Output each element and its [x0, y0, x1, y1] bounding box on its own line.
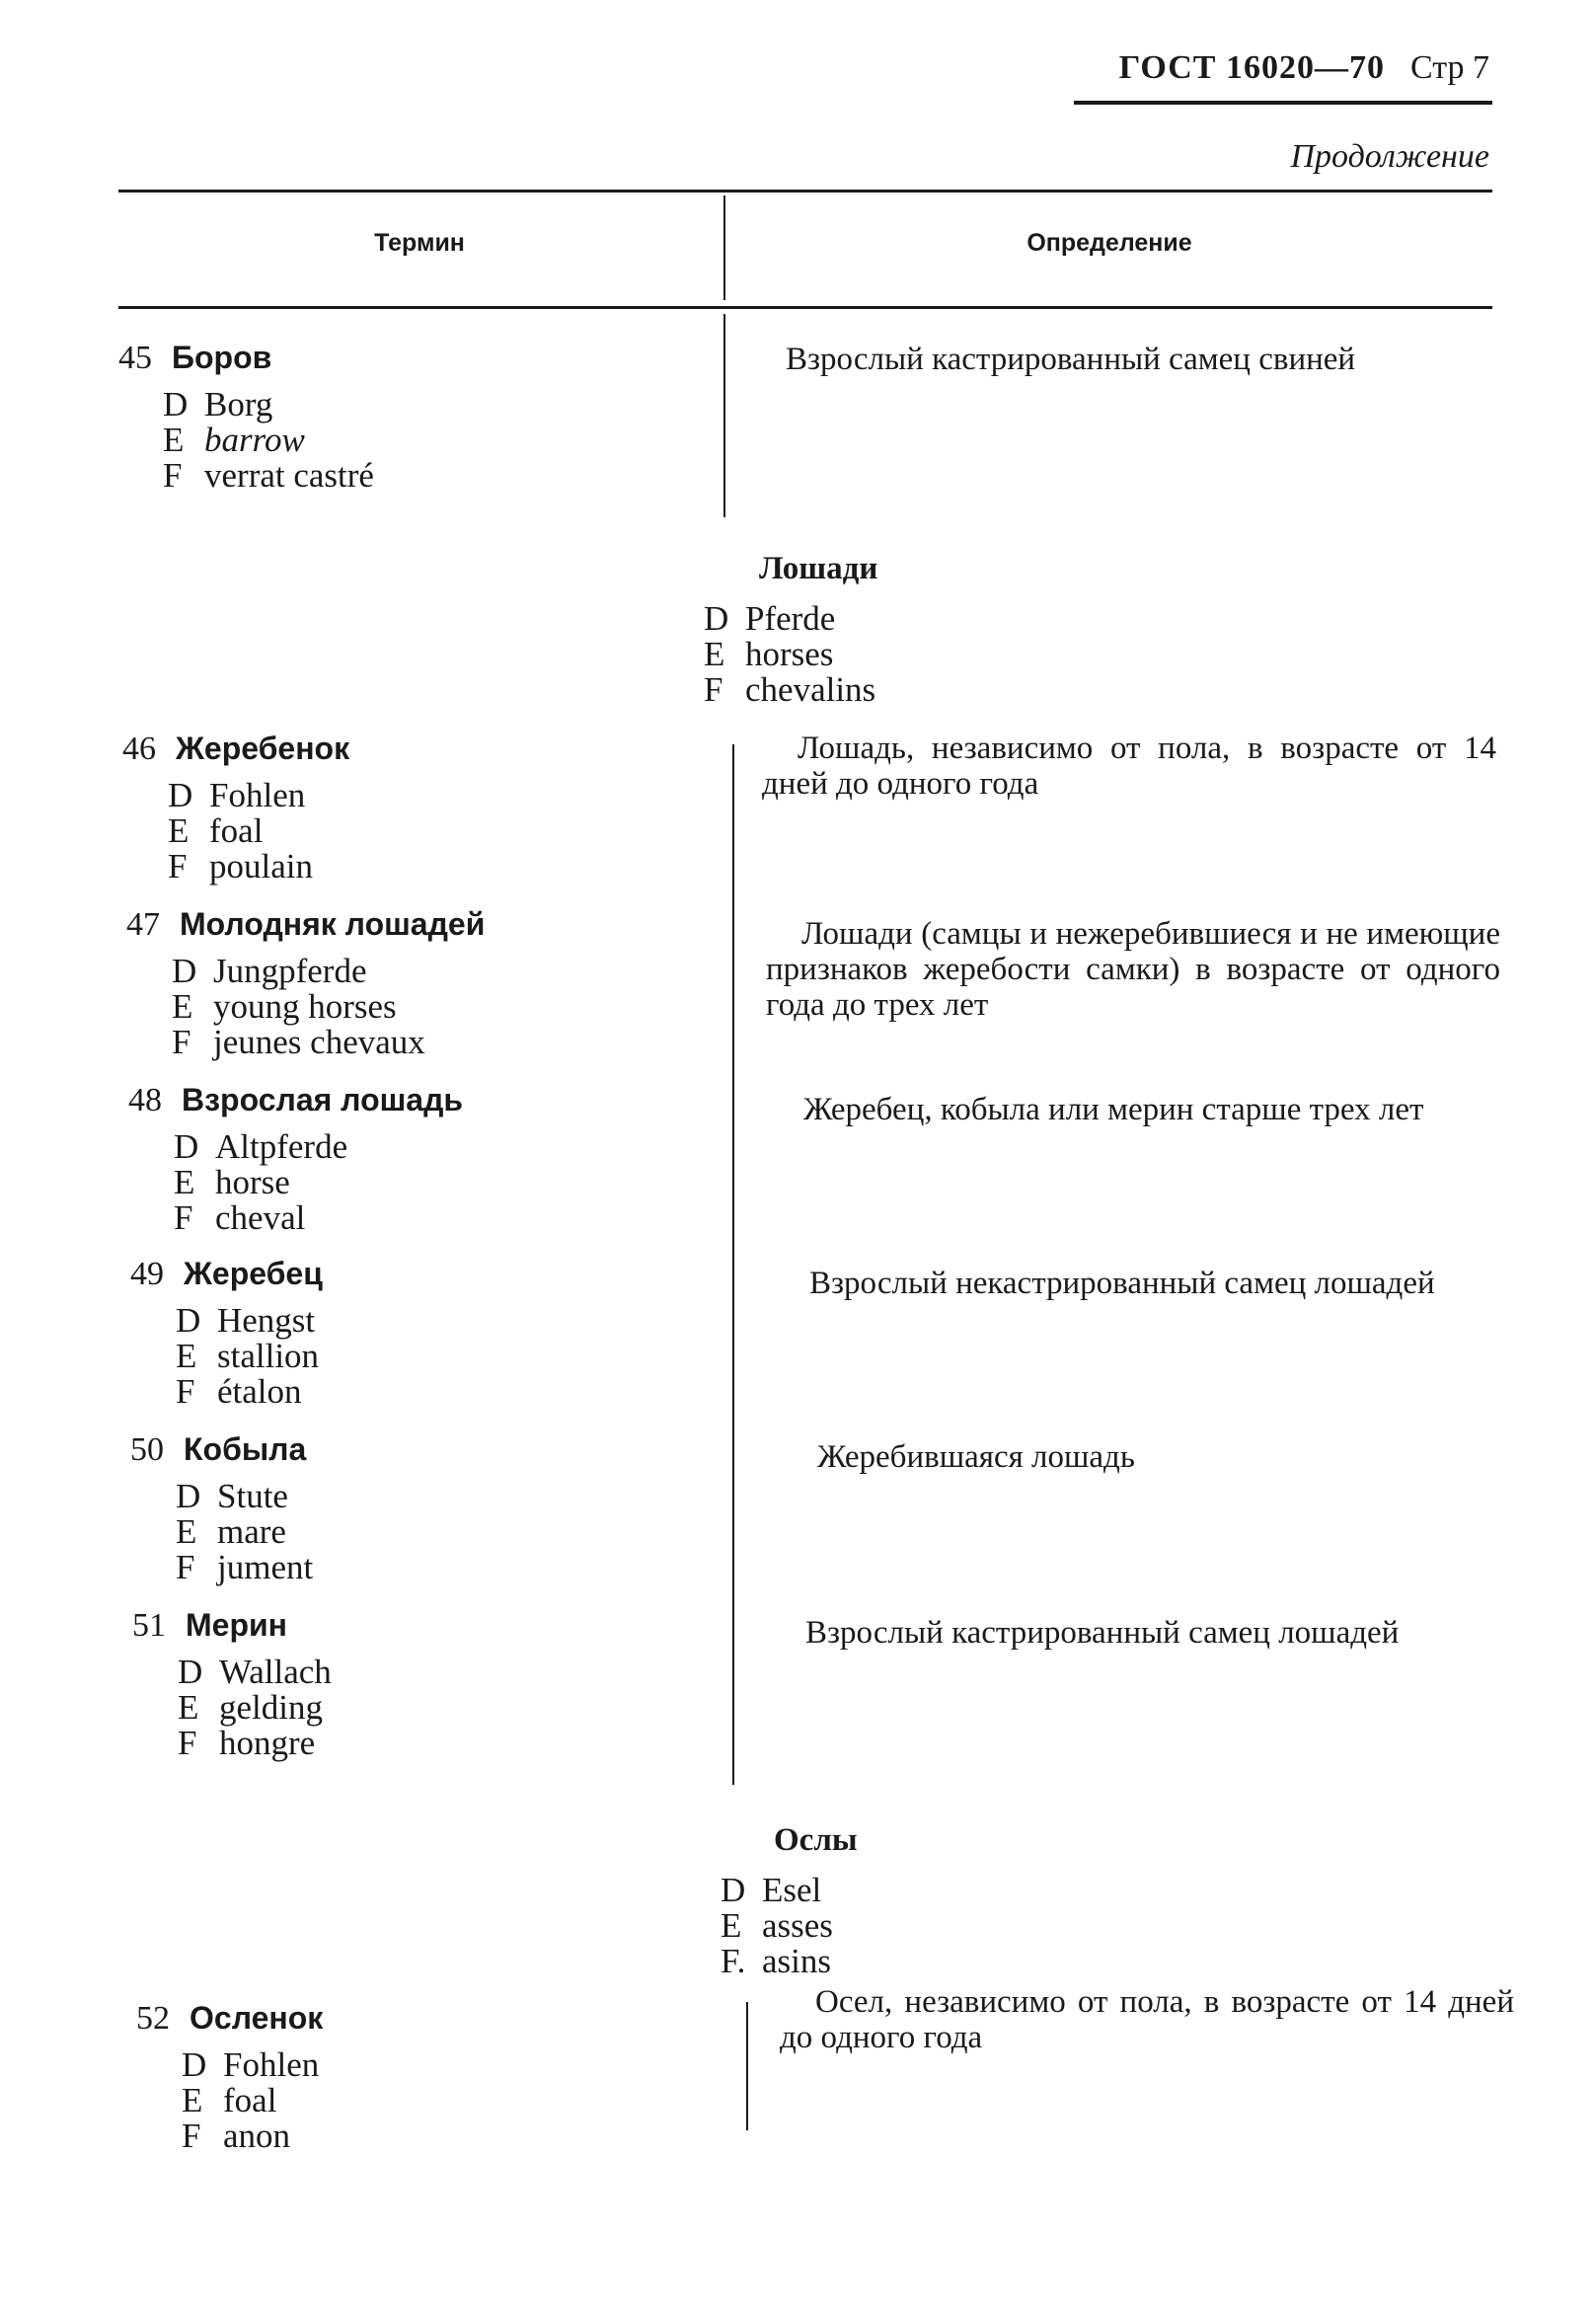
group-title: Ослы — [774, 1822, 858, 1858]
language-code: F — [182, 2117, 201, 2155]
term-entry — [118, 340, 374, 494]
term-name: Кобыла — [184, 1431, 307, 1467]
translation-row — [182, 2083, 323, 2118]
language-code: E — [721, 1906, 742, 1945]
column-divider — [732, 744, 734, 1785]
translation-text: jument — [217, 1548, 314, 1586]
translation-row — [168, 849, 349, 885]
translation-text: Fohlen — [209, 776, 306, 814]
term-entry — [130, 1431, 313, 1585]
column-header-definition: Определение — [1026, 229, 1192, 257]
term-heading — [118, 340, 374, 377]
translation-row — [178, 1655, 332, 1690]
language-code: D — [178, 1653, 203, 1691]
definition-text: Взрослый кастрированный самец свиней — [786, 342, 1356, 377]
translation-row — [704, 637, 877, 672]
translation-list — [178, 1655, 332, 1761]
term-heading — [130, 1431, 313, 1469]
term-heading — [126, 906, 485, 944]
term-number: 48 — [128, 1082, 162, 1118]
translation-list — [182, 2047, 323, 2154]
translation-text: Altpferde — [215, 1127, 348, 1166]
translation-row — [176, 1374, 323, 1410]
translation-text: stallion — [217, 1337, 320, 1375]
translation-text: Stute — [217, 1477, 288, 1515]
translation-text: foal — [209, 811, 264, 850]
language-code: F — [178, 1724, 197, 1762]
term-number: 52 — [136, 2000, 170, 2037]
translation-text: Hengst — [217, 1301, 316, 1340]
term-heading — [130, 1256, 323, 1293]
translation-row — [704, 601, 877, 637]
language-code: D — [174, 1127, 199, 1166]
term-number: 49 — [130, 1256, 164, 1292]
term-number: 47 — [126, 906, 160, 943]
language-code: D — [182, 2045, 207, 2084]
definition-text: Взрослый кастрированный самец лошадей — [805, 1615, 1400, 1651]
term-entry — [136, 2000, 323, 2154]
translation-row — [172, 989, 485, 1025]
translation-row — [721, 1908, 858, 1944]
translation-text: horses — [745, 635, 834, 673]
translation-row — [168, 813, 349, 849]
translation-list — [704, 601, 877, 708]
language-code: D — [176, 1477, 201, 1515]
continuation-label: Продолжение — [1290, 138, 1489, 175]
translation-text: Fohlen — [223, 2045, 320, 2084]
term-number: 46 — [122, 731, 156, 767]
language-code: F — [176, 1548, 195, 1586]
term-heading — [136, 2000, 323, 2038]
translation-row — [176, 1339, 323, 1374]
translation-text: asses — [762, 1906, 833, 1945]
translation-row — [721, 1873, 858, 1908]
group-heading — [721, 1822, 858, 1979]
language-code: F — [168, 847, 188, 886]
term-name: Жеребец — [184, 1256, 323, 1291]
translation-text: Borg — [204, 385, 273, 424]
translation-row — [178, 1690, 332, 1726]
term-heading — [122, 731, 349, 768]
translation-row — [168, 778, 349, 813]
language-code: D — [163, 385, 189, 424]
translation-text: jeunes chevaux — [213, 1023, 425, 1061]
translation-row — [178, 1726, 332, 1761]
translation-text: étalon — [217, 1372, 302, 1411]
term-number: 50 — [130, 1431, 164, 1468]
language-code: E — [168, 811, 190, 850]
translation-text: hongre — [219, 1724, 316, 1762]
translation-row — [176, 1550, 313, 1585]
term-heading — [128, 1082, 463, 1119]
term-entry — [126, 906, 485, 1060]
definition-text: Жеребившаяся лошадь — [817, 1439, 1135, 1475]
translation-text: Esel — [762, 1871, 822, 1909]
translation-row — [174, 1165, 463, 1200]
translation-text: Wallach — [219, 1653, 332, 1691]
translation-text: poulain — [209, 847, 313, 886]
translation-text: mare — [217, 1512, 286, 1551]
term-name: Боров — [172, 340, 272, 375]
translation-list — [176, 1479, 313, 1585]
translation-text: gelding — [219, 1688, 323, 1727]
translation-row — [176, 1303, 323, 1339]
term-entry — [132, 1607, 332, 1761]
translation-text: chevalins — [745, 670, 876, 709]
language-code: E — [704, 635, 725, 673]
translation-text: young horses — [213, 987, 397, 1026]
translation-list — [168, 778, 349, 885]
translation-row — [176, 1514, 313, 1550]
language-code: E — [176, 1337, 197, 1375]
translation-row — [182, 2047, 323, 2083]
translation-list — [163, 387, 374, 494]
definition-text: Взрослый некастрированный самец лошадей — [809, 1266, 1435, 1301]
page-number: Стр 7 — [1409, 49, 1489, 86]
header-column-divider — [723, 195, 725, 300]
language-code: D — [168, 776, 193, 814]
language-code: F. — [721, 1942, 746, 1980]
translation-text: Pferde — [745, 599, 836, 638]
term-number: 51 — [132, 1607, 166, 1644]
term-name: Молодняк лошадей — [180, 906, 486, 942]
translation-text: Jungpferde — [213, 952, 367, 990]
table-header-bottom-rule — [118, 306, 1492, 309]
term-name: Взрослая лошадь — [182, 1082, 464, 1117]
definition-text: Лошади (самцы и нежеребившиеся и не имеющие признаков жеребости самки) в возрасте от одного года до трех лет — [766, 916, 1500, 1023]
language-code: F — [176, 1372, 195, 1411]
language-code: D — [176, 1301, 201, 1340]
column-header-term: Термин — [374, 229, 465, 257]
translation-list — [174, 1129, 463, 1236]
language-code: E — [163, 421, 185, 459]
translation-row — [163, 458, 374, 494]
translation-list — [172, 954, 485, 1060]
language-code: E — [172, 987, 193, 1026]
translation-list — [721, 1873, 858, 1979]
translation-row — [174, 1200, 463, 1236]
language-code: E — [178, 1688, 199, 1727]
term-heading — [132, 1607, 332, 1645]
language-code: E — [182, 2081, 203, 2119]
language-code: F — [174, 1198, 193, 1237]
group-heading — [704, 551, 877, 708]
language-code: F — [172, 1023, 191, 1061]
translation-row — [704, 672, 877, 708]
language-code: E — [174, 1163, 195, 1201]
translation-row — [176, 1479, 313, 1514]
translation-row — [172, 954, 485, 989]
translation-list — [176, 1303, 323, 1410]
translation-text: cheval — [215, 1198, 306, 1237]
translation-text: asins — [762, 1942, 831, 1980]
column-divider — [746, 2002, 748, 2130]
definition-text: Осел, независимо от пола, в возрасте от 14 дней до одного года — [780, 1984, 1514, 2055]
term-entry — [128, 1082, 463, 1236]
term-number: 45 — [118, 340, 152, 376]
group-title: Лошади — [759, 551, 878, 586]
header-underline — [1074, 101, 1492, 105]
translation-row — [721, 1944, 858, 1979]
translation-text: verrat castré — [204, 456, 374, 495]
term-entry — [130, 1256, 323, 1410]
translation-text: anon — [223, 2117, 291, 2155]
translation-row — [163, 423, 374, 458]
language-code: E — [176, 1512, 197, 1551]
column-divider — [723, 314, 725, 517]
translation-row — [174, 1129, 463, 1165]
translation-text: foal — [223, 2081, 277, 2119]
term-name: Мерин — [186, 1607, 287, 1643]
term-name: Жеребенок — [176, 731, 350, 766]
definition-text: Лошадь, независимо от пола, в возрасте от 14 дней до одного года — [762, 731, 1496, 802]
translation-text: barrow — [204, 421, 305, 459]
language-code: F — [163, 456, 183, 495]
language-code: D — [721, 1871, 746, 1909]
language-code: D — [704, 599, 729, 638]
language-code: D — [172, 952, 197, 990]
term-entry — [122, 731, 349, 885]
translation-text: horse — [215, 1163, 290, 1201]
term-name: Осленок — [190, 2000, 324, 2036]
language-code: F — [704, 670, 723, 709]
definition-text: Жеребец, кобыла или мерин старше трех лет — [803, 1092, 1424, 1127]
document-code: ГОСТ 16020—70 — [1118, 49, 1385, 86]
table-top-rule — [118, 190, 1492, 193]
page-header — [1119, 49, 1489, 87]
translation-row — [182, 2118, 323, 2154]
translation-row — [163, 387, 374, 423]
translation-row — [172, 1025, 485, 1060]
